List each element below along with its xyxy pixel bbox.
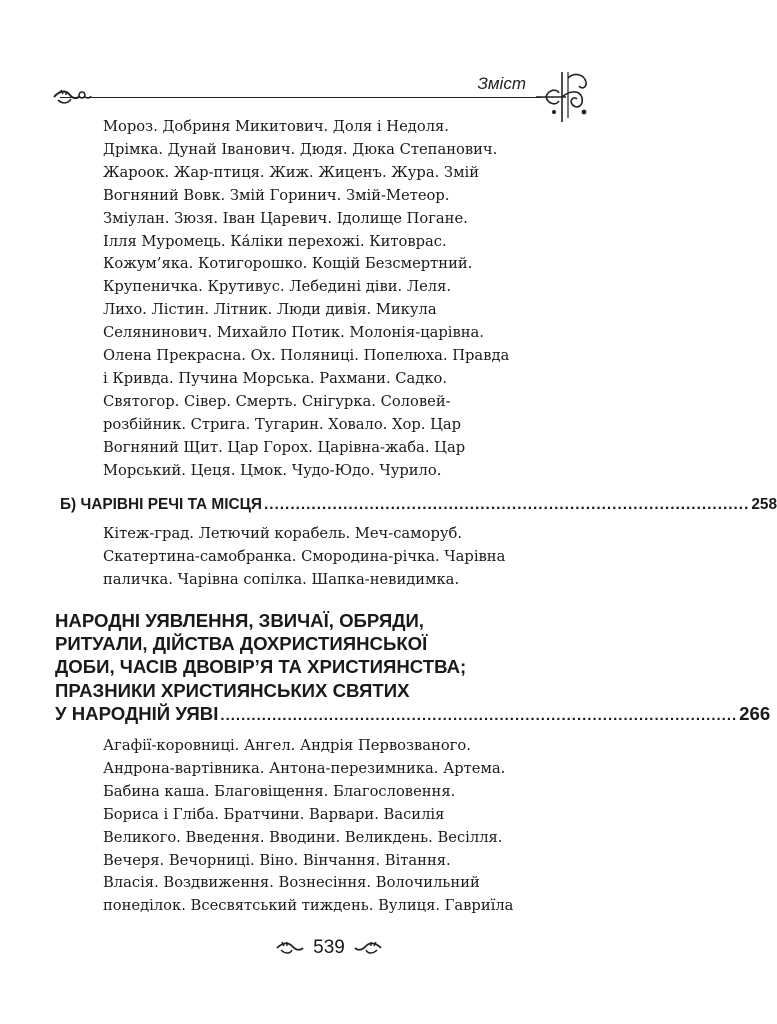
text-line: Вогняний Вовк. Змій Горинич. Змій-Метеор. xyxy=(103,186,450,204)
text-line: Морський. Цеця. Цмок. Чудо-Юдо. Чурило. xyxy=(103,461,442,479)
section-heading[interactable] xyxy=(55,609,771,727)
text-line: Великого. Введення. Вводини. Великдень. Весілля. xyxy=(103,828,503,846)
section-heading-line: ДОБИ, ЧАСІВ ДВОВІР’Я ТА ХРИСТИЯНСТВА; xyxy=(55,656,467,678)
text-line: Зміулан. Зюзя. Іван Царевич. Ідолище Погане. xyxy=(103,209,468,227)
text-line: Вогняний Щит. Цар Горох. Царівна-жаба. Цар xyxy=(103,438,466,456)
text-line: Олена Прекрасна. Ох. Поляниці. Попелюха. Правда xyxy=(103,347,510,365)
text-line: Бориса і Гліба. Братчини. Варвари. Василія xyxy=(103,805,445,823)
running-header-title: Зміст xyxy=(477,74,526,93)
header-rule xyxy=(60,97,542,98)
page-number: 539 xyxy=(313,937,345,958)
toc-leader-dots: ............................................................................................ xyxy=(263,496,750,513)
entries-block-1 xyxy=(103,116,543,483)
text-line: понеділок. Всесвятський тиждень. Вулиця. Гавриїла xyxy=(103,897,514,915)
text-line: Святогор. Сівер. Смерть. Снігурка. Соловей- xyxy=(103,392,451,410)
toc-page-number: 266 xyxy=(739,702,771,724)
section-heading-last-line xyxy=(55,702,771,727)
text-line: Мороз. Добриня Микитович. Доля і Недоля. xyxy=(103,118,449,135)
text-line: Жароок. Жар-птиця. Жиж. Жиценъ. Жура. Змій xyxy=(103,163,479,181)
section-heading-line: ПРАЗНИКИ ХРИСТИЯНСЬКИХ СВЯТИХ xyxy=(55,679,410,701)
text-line: Ілля Муромець. Ка́ліки перехожі. Китоврас. xyxy=(103,232,447,250)
text-line: Кітеж-град. Летючий корабель. Меч-саморуб. xyxy=(103,525,462,542)
text-line: Дрімка. Дунай Іванович. Дюдя. Дюка Степанович. xyxy=(103,140,498,158)
section-heading-line: У НАРОДНІЙ УЯВІ xyxy=(55,702,219,724)
leaf-ornament-icon xyxy=(353,940,383,956)
text-line: Вечеря. Вечорниці. Віно. Вінчання. Вітання. xyxy=(103,851,451,869)
text-line: паличка. Чарівна сопілка. Шапка-невидимка. xyxy=(103,570,460,588)
text-line: Агафії-коровниці. Ангел. Андрія Первозваного. xyxy=(103,737,471,754)
toc-entry-magic-things[interactable] xyxy=(60,496,777,514)
text-line: Андрона-вартівника. Антона-перезимника. Артема. xyxy=(103,759,506,777)
section-heading-line: НАРОДНІ УЯВЛЕННЯ, ЗВИЧАЇ, ОБРЯДИ, xyxy=(55,610,424,631)
text-line: Бабина каша. Благовіщення. Благословення. xyxy=(103,782,456,800)
text-line: Крупеничка. Крутивус. Лебедині діви. Леля. xyxy=(103,278,452,296)
text-line: Кожум’яка. Котигорошко. Кощій Безсмертний. xyxy=(103,255,473,273)
toc-entry-label: Б) ЧАРІВНІ РЕЧІ ТА МІСЦЯ xyxy=(60,496,262,513)
text-line: Власія. Воздвиження. Вознесіння. Волочильний xyxy=(103,874,480,892)
text-line: і Кривда. Пучина Морська. Рахмани. Садко. xyxy=(103,369,448,387)
text-line: розбійник. Стрига. Тугарин. Ховало. Хор. Цар xyxy=(103,415,462,433)
text-line: Скатертина-самобранка. Смородина-річка. Чарівна xyxy=(103,547,506,565)
section-heading-line: РИТУАЛИ, ДІЙСТВА ДОХРИСТИЯНСЬКОЇ xyxy=(55,633,428,655)
toc-page-number: 258 xyxy=(751,496,777,513)
entries-block-2 xyxy=(103,523,543,592)
text-line: Лихо. Лістин. Літник. Люди дивія. Микула xyxy=(103,301,437,319)
entries-block-3 xyxy=(103,735,543,918)
text-line: Селянинович. Михайло Потик. Молонія-царівна. xyxy=(103,324,484,342)
toc-leader-dots: .................................................................................................... xyxy=(220,706,738,724)
page-footer xyxy=(0,935,658,961)
leaf-ornament-icon xyxy=(275,940,305,956)
